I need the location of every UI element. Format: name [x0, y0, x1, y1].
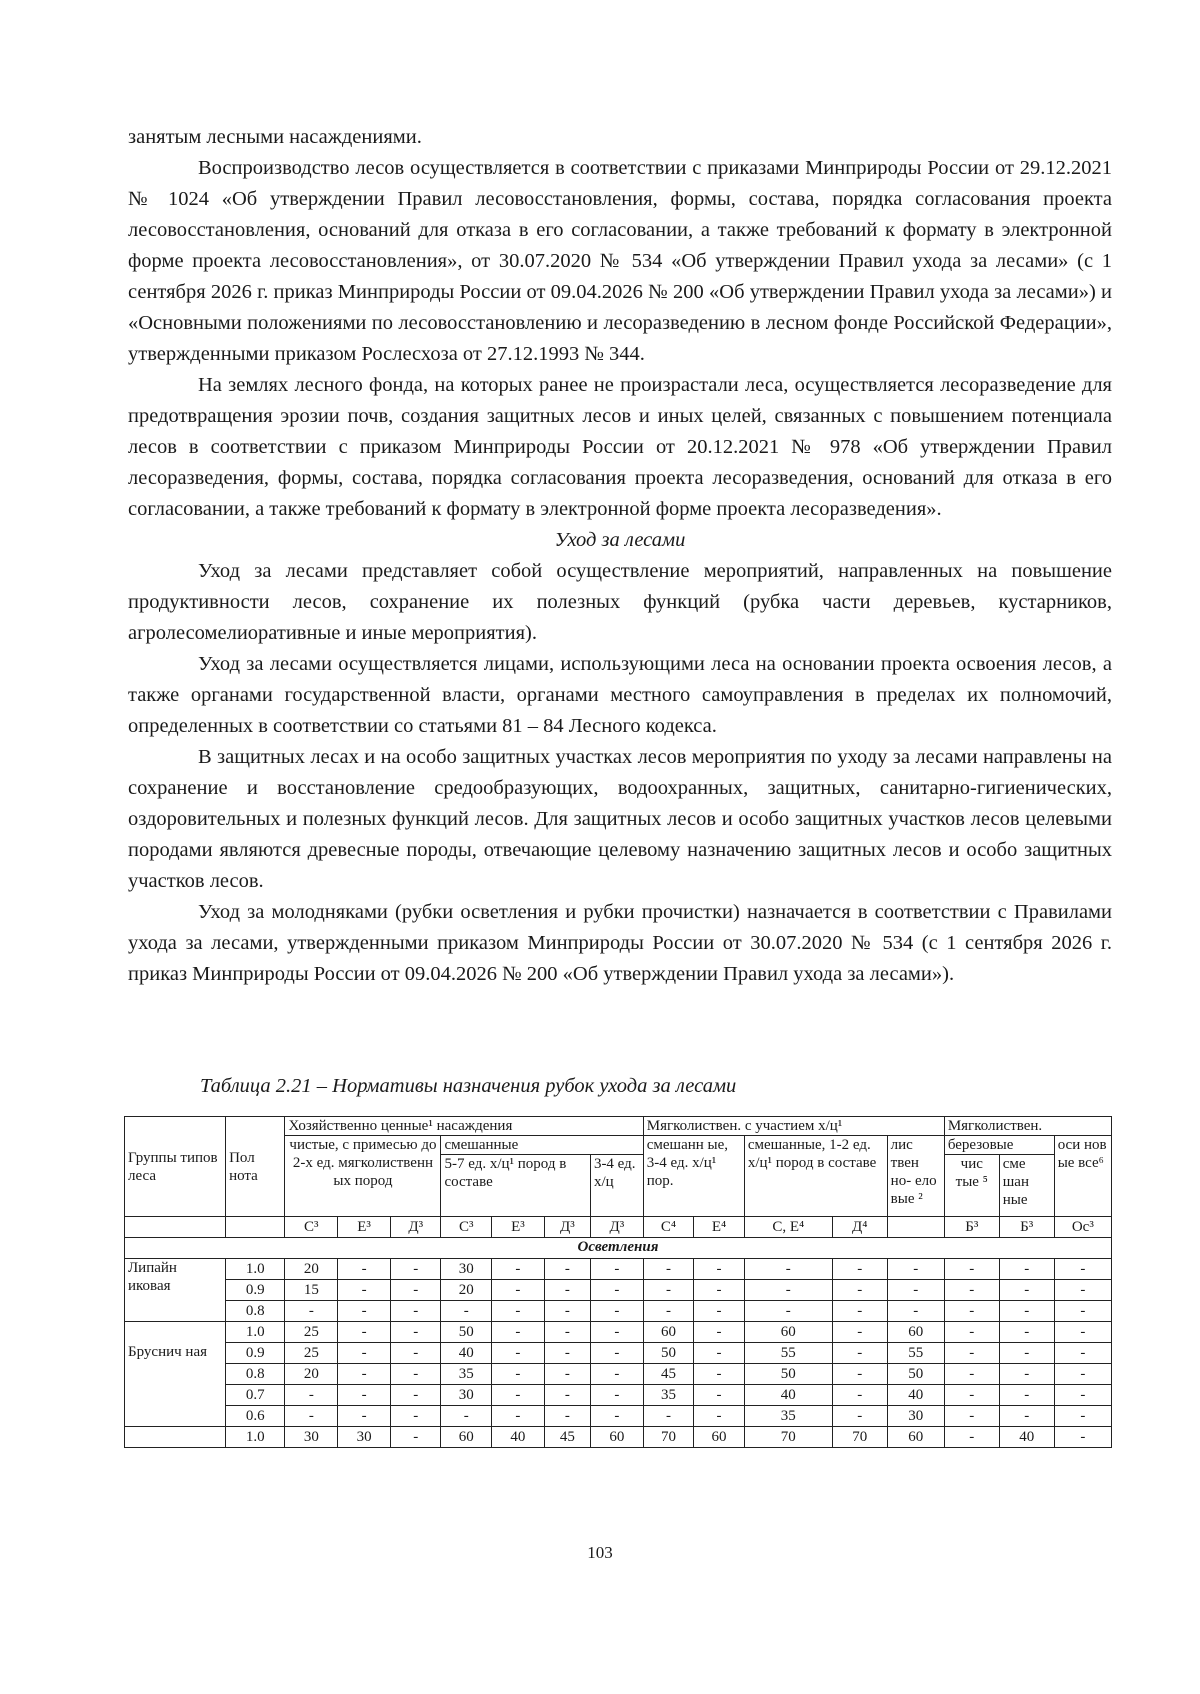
value-cell: - — [492, 1322, 545, 1343]
value-cell: - — [744, 1280, 832, 1301]
value-cell: 55 — [887, 1343, 944, 1364]
value-cell: - — [643, 1406, 694, 1427]
header-softleaved-with: Мягколиствен. с участием х/ц¹ — [643, 1117, 944, 1136]
value-cell: - — [832, 1259, 887, 1280]
code-cell: Д⁴ — [832, 1217, 887, 1238]
group-label-cell: Бруснич ная — [125, 1343, 226, 1385]
value-cell: - — [643, 1301, 694, 1322]
value-cell: - — [590, 1364, 643, 1385]
value-cell: - — [694, 1259, 745, 1280]
group-label-cell — [125, 1322, 226, 1343]
table-row — [125, 1259, 1112, 1280]
value-cell: 70 — [832, 1427, 887, 1448]
value-cell: - — [492, 1259, 545, 1280]
value-cell: - — [1054, 1427, 1111, 1448]
value-cell: 60 — [887, 1322, 944, 1343]
value-cell: - — [390, 1259, 441, 1280]
value-cell: - — [999, 1364, 1054, 1385]
value-cell: - — [492, 1343, 545, 1364]
value-cell: - — [887, 1301, 944, 1322]
value-cell: - — [694, 1385, 745, 1406]
value-cell: - — [590, 1322, 643, 1343]
body-text — [128, 122, 1112, 990]
header-groups: Группы типов леса — [125, 1117, 226, 1217]
value-cell: - — [1054, 1385, 1111, 1406]
code-cell: С³ — [285, 1217, 338, 1238]
value-cell: - — [338, 1343, 391, 1364]
section-heading: Уход за лесами — [554, 529, 686, 551]
value-cell: 50 — [441, 1322, 492, 1343]
value-cell: 50 — [744, 1364, 832, 1385]
value-cell: - — [590, 1343, 643, 1364]
value-cell: 60 — [744, 1322, 832, 1343]
value-cell: - — [1054, 1322, 1111, 1343]
value-cell: 60 — [441, 1427, 492, 1448]
value-cell: - — [390, 1427, 441, 1448]
table-caption: Таблица 2.21 – Нормативы назначения рубок ухода за лесами — [200, 1075, 737, 1097]
value-cell: 30 — [338, 1427, 391, 1448]
value-cell: 15 — [285, 1280, 338, 1301]
value-cell: - — [944, 1406, 999, 1427]
value-cell: - — [832, 1280, 887, 1301]
header-density: Пол нота — [226, 1117, 285, 1217]
group-label-cell — [125, 1406, 226, 1427]
value-cell: - — [832, 1385, 887, 1406]
value-cell: 20 — [285, 1259, 338, 1280]
value-cell: - — [544, 1259, 590, 1280]
value-cell: 20 — [441, 1280, 492, 1301]
header-clean: чистые, с примесью до 2-х ед. мягколиственн ых пород — [285, 1136, 441, 1217]
value-cell: - — [544, 1343, 590, 1364]
code-cell: Б³ — [944, 1217, 999, 1238]
value-cell: - — [1054, 1259, 1111, 1280]
value-cell: - — [590, 1280, 643, 1301]
code-cell: С, Е⁴ — [744, 1217, 832, 1238]
value-cell: - — [643, 1259, 694, 1280]
value-cell: - — [338, 1385, 391, 1406]
section-row-title: Осветления — [125, 1238, 1112, 1259]
table-row — [125, 1385, 1112, 1406]
value-cell: - — [338, 1280, 391, 1301]
value-cell: - — [590, 1385, 643, 1406]
header-aspen: оси нов ые все⁶ — [1054, 1136, 1111, 1217]
group-label-cell: Липайн иковая — [125, 1259, 226, 1301]
value-cell: - — [887, 1280, 944, 1301]
value-cell: - — [999, 1259, 1054, 1280]
density-cell: 0.9 — [226, 1343, 285, 1364]
value-cell: - — [390, 1364, 441, 1385]
value-cell: 50 — [887, 1364, 944, 1385]
header-birch: березовые — [944, 1136, 1054, 1155]
value-cell: - — [492, 1301, 545, 1322]
value-cell: - — [390, 1343, 441, 1364]
value-cell: - — [544, 1322, 590, 1343]
value-cell: - — [999, 1301, 1054, 1322]
value-cell: 70 — [643, 1427, 694, 1448]
density-cell: 0.9 — [226, 1280, 285, 1301]
value-cell: 50 — [643, 1343, 694, 1364]
value-cell: 45 — [643, 1364, 694, 1385]
value-cell: - — [887, 1259, 944, 1280]
header-birch-clean: чис тые ⁵ — [944, 1155, 999, 1217]
value-cell: 35 — [441, 1364, 492, 1385]
table-body — [125, 1259, 1112, 1448]
value-cell: 60 — [590, 1427, 643, 1448]
density-cell: 1.0 — [226, 1322, 285, 1343]
value-cell: 70 — [744, 1427, 832, 1448]
value-cell: - — [1054, 1301, 1111, 1322]
value-cell: - — [832, 1301, 887, 1322]
value-cell: - — [544, 1385, 590, 1406]
value-cell: - — [544, 1364, 590, 1385]
value-cell: - — [694, 1301, 745, 1322]
codes-row — [125, 1217, 1112, 1238]
paragraph-7: Уход за молодняками (рубки осветления и рубки прочистки) назначается в соответствии с Правилами ухода за лесами, утвержденными приказом Минприроды России от 30.07.2020 № 534 (с 1 сентября 2026 г. приказ Минприроды России от 09.04.2026 № 200 «Об утверждении Правил ухода за лесами»). — [128, 901, 1112, 985]
value-cell: 40 — [887, 1385, 944, 1406]
density-cell: 0.7 — [226, 1385, 285, 1406]
code-cell: Д³ — [590, 1217, 643, 1238]
header-mixed-12: смешанные, 1-2 ед. х/ц¹ пород в составе — [744, 1136, 887, 1217]
value-cell: - — [944, 1280, 999, 1301]
code-cell: Д³ — [544, 1217, 590, 1238]
table-row — [125, 1364, 1112, 1385]
value-cell: - — [944, 1343, 999, 1364]
value-cell: 30 — [285, 1427, 338, 1448]
value-cell: - — [338, 1322, 391, 1343]
value-cell: 40 — [744, 1385, 832, 1406]
value-cell: - — [999, 1406, 1054, 1427]
group-label-cell — [125, 1301, 226, 1322]
density-cell: 0.8 — [226, 1301, 285, 1322]
value-cell: - — [441, 1301, 492, 1322]
code-cell: Е³ — [338, 1217, 391, 1238]
group-label-cell — [125, 1427, 226, 1448]
value-cell: - — [492, 1385, 545, 1406]
header-mixed-34-por: смешанн ые, 3-4 ед. х/ц¹ пор. — [643, 1136, 744, 1217]
table-row — [125, 1427, 1112, 1448]
code-cell: Е⁴ — [694, 1217, 745, 1238]
value-cell: - — [390, 1406, 441, 1427]
table-row — [125, 1406, 1112, 1427]
paragraph-1: занятым лесными насаждениями. — [128, 126, 422, 148]
value-cell: 40 — [492, 1427, 545, 1448]
value-cell: 40 — [999, 1427, 1054, 1448]
value-cell: - — [832, 1322, 887, 1343]
code-cell: Б³ — [999, 1217, 1054, 1238]
value-cell: - — [944, 1259, 999, 1280]
value-cell: - — [999, 1322, 1054, 1343]
paragraph-5: Уход за лесами осуществляется лицами, использующими леса на основании проекта освоения лесов, а также органами государственной власти, органами местного самоуправления в пределах их полномочий, определенных в соответствии со статьями 81 – 84 Лесного кодекса. — [128, 653, 1112, 737]
value-cell: - — [832, 1364, 887, 1385]
value-cell: - — [1054, 1406, 1111, 1427]
value-cell: - — [694, 1343, 745, 1364]
value-cell: - — [1054, 1280, 1111, 1301]
value-cell: - — [544, 1280, 590, 1301]
value-cell: 20 — [285, 1364, 338, 1385]
value-cell: - — [390, 1322, 441, 1343]
value-cell: - — [390, 1385, 441, 1406]
value-cell: - — [694, 1322, 745, 1343]
value-cell: - — [492, 1280, 545, 1301]
value-cell: - — [944, 1364, 999, 1385]
value-cell: 25 — [285, 1343, 338, 1364]
value-cell: - — [544, 1301, 590, 1322]
value-cell: - — [544, 1406, 590, 1427]
paragraph-6: В защитных лесах и на особо защитных участках лесов мероприятия по уходу за лесами направлены на сохранение и восстановление средообразующих, водоохранных, защитных, санитарно-гигиенических, оздоровительных и полезных функций лесов. Для защитных лесов и особо защитных участков лесов целевыми породами являются древесные породы, отвечающие целевому назначению защитных лесов и особо защитных участков лесов. — [128, 746, 1112, 892]
value-cell: 30 — [441, 1385, 492, 1406]
value-cell: - — [390, 1280, 441, 1301]
value-cell: 45 — [544, 1427, 590, 1448]
value-cell: - — [285, 1406, 338, 1427]
density-cell: 1.0 — [226, 1427, 285, 1448]
value-cell: 60 — [694, 1427, 745, 1448]
density-cell: 1.0 — [226, 1259, 285, 1280]
code-cell: Д³ — [390, 1217, 441, 1238]
value-cell: - — [999, 1280, 1054, 1301]
value-cell: 30 — [441, 1259, 492, 1280]
value-cell: - — [999, 1385, 1054, 1406]
value-cell: - — [492, 1364, 545, 1385]
value-cell: - — [338, 1406, 391, 1427]
header-mixed: смешанные — [441, 1136, 643, 1155]
value-cell: 60 — [643, 1322, 694, 1343]
value-cell: - — [643, 1280, 694, 1301]
value-cell: - — [390, 1301, 441, 1322]
value-cell: - — [338, 1364, 391, 1385]
value-cell: 25 — [285, 1322, 338, 1343]
value-cell: - — [744, 1259, 832, 1280]
value-cell: - — [590, 1406, 643, 1427]
value-cell: 55 — [744, 1343, 832, 1364]
header-mixed-34: 3-4 ед. х/ц — [590, 1155, 643, 1217]
value-cell: - — [285, 1385, 338, 1406]
value-cell: - — [944, 1301, 999, 1322]
value-cell: - — [338, 1301, 391, 1322]
value-cell: - — [441, 1406, 492, 1427]
value-cell: - — [694, 1280, 745, 1301]
value-cell: - — [694, 1406, 745, 1427]
header-mixed-57: 5-7 ед. х/ц¹ пород в составе — [441, 1155, 590, 1217]
page-number: 103 — [587, 1543, 613, 1562]
value-cell: - — [590, 1301, 643, 1322]
value-cell: 40 — [441, 1343, 492, 1364]
value-cell: - — [999, 1343, 1054, 1364]
norms-table — [124, 1116, 1112, 1448]
value-cell: - — [1054, 1364, 1111, 1385]
value-cell: 35 — [744, 1406, 832, 1427]
value-cell: 35 — [643, 1385, 694, 1406]
density-cell: 0.6 — [226, 1406, 285, 1427]
value-cell: 60 — [887, 1427, 944, 1448]
header-deciduous: лис твен но- ело вые ² — [887, 1136, 944, 1217]
code-cell: С³ — [441, 1217, 492, 1238]
table-row — [125, 1280, 1112, 1301]
value-cell: - — [832, 1343, 887, 1364]
header-birch-mixed: сме шан ные — [999, 1155, 1054, 1217]
value-cell: - — [1054, 1343, 1111, 1364]
table-row — [125, 1343, 1112, 1364]
value-cell: - — [338, 1259, 391, 1280]
density-cell: 0.8 — [226, 1364, 285, 1385]
value-cell: - — [744, 1301, 832, 1322]
value-cell: - — [832, 1406, 887, 1427]
header-softleaved: Мягколиствен. — [944, 1117, 1111, 1136]
paragraph-4: Уход за лесами представляет собой осуществление мероприятий, направленных на повышение продуктивности лесов, сохранение их полезных функций (рубка части деревьев, кустарников, агролесомелиоративные и иные мероприятия). — [128, 560, 1112, 644]
code-cell: Е³ — [492, 1217, 545, 1238]
value-cell: - — [944, 1427, 999, 1448]
code-cell: С⁴ — [643, 1217, 694, 1238]
value-cell: - — [285, 1301, 338, 1322]
value-cell: 30 — [887, 1406, 944, 1427]
value-cell: - — [944, 1322, 999, 1343]
table-row — [125, 1301, 1112, 1322]
value-cell: - — [492, 1406, 545, 1427]
value-cell: - — [694, 1364, 745, 1385]
paragraph-3: На землях лесного фонда, на которых ранее не произрастали леса, осуществляется лесоразведение для предотвращения эрозии почв, создания защитных лесов и иных целей, связанных с повышением потенциала лесов в соответствии с приказом Минприроды России от 20.12.2021 № 978 «Об утверждении Правил лесоразведения, формы, состава, порядка согласования проекта лесоразведения, оснований для отказа в его согласовании, а также требований к формату в электронной форме проекта лесоразведения». — [128, 374, 1112, 520]
code-cell — [887, 1217, 944, 1238]
table-row — [125, 1322, 1112, 1343]
code-cell: Ос³ — [1054, 1217, 1111, 1238]
paragraph-2: Воспроизводство лесов осуществляется в соответствии с приказами Минприроды России от 29.12.2021 № 1024 «Об утверждении Правил лесовосстановления, формы, состава, порядка согласования проекта лесовосстановления, оснований для отказа в его согласовании, а также требований к формату в электронной форме проекта лесовосстановления», от 30.07.2020 № 534 «Об утверждении Правил ухода за лесами» (с 1 сентября 2026 г. приказ Минприроды России от 09.04.2026 № 200 «Об утверждении Правил ухода за лесами») и «Основными положениями по лесовосстановлению и лесоразведению в лесном фонде Российской Федерации», утвержденными приказом Рослесхоза от 27.12.1993 № 344. — [128, 157, 1112, 365]
header-valuable: Хозяйственно ценные¹ насаждения — [285, 1117, 643, 1136]
value-cell: - — [944, 1385, 999, 1406]
group-label-cell — [125, 1385, 226, 1406]
value-cell: - — [590, 1259, 643, 1280]
